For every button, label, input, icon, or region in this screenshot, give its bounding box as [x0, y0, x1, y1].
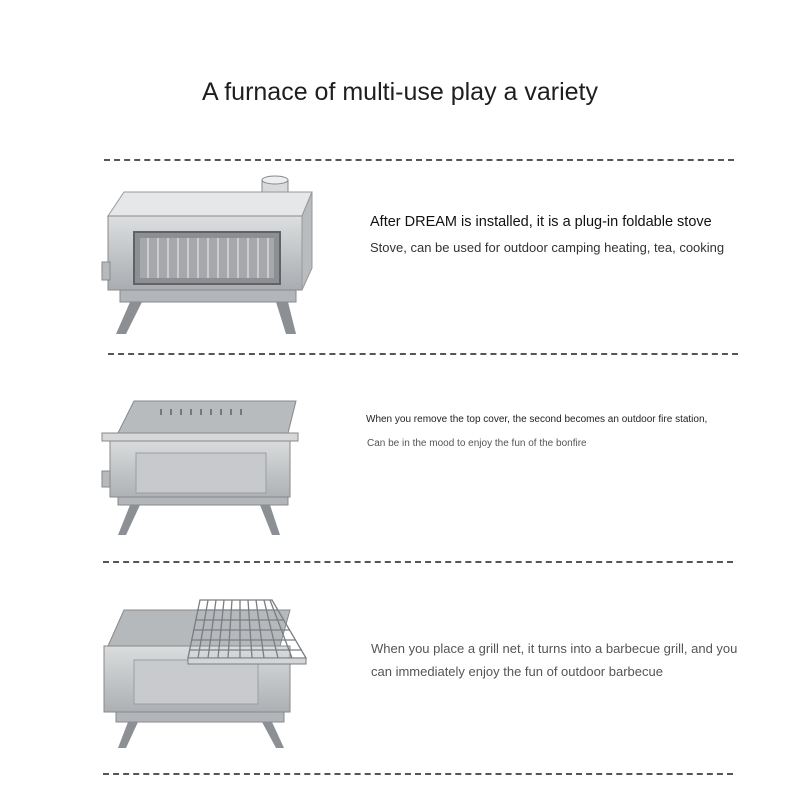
closed-stove-image: [100, 172, 315, 338]
section-divider: [103, 773, 733, 775]
page-title: A furnace of multi-use play a variety: [201, 78, 599, 106]
section-1-description: Stove, can be used for outdoor camping heating, tea, cooking: [370, 240, 725, 255]
barbecue-grill-image: [100, 596, 310, 750]
section-2-headline: When you remove the top cover, the second becomes an outdoor fire station,: [366, 414, 708, 425]
section-1-headline: After DREAM is installed, it is a plug-in foldable stove: [370, 214, 712, 230]
section-divider: [103, 561, 733, 563]
section-2-description: Can be in the mood to enjoy the fun of the bonfire: [367, 438, 587, 449]
section-3-description: When you place a grill net, it turns into a barbecue grill, and you can immediately enjoy the fun of outdoor barbecue: [371, 641, 738, 679]
fire-pit-image: [100, 395, 305, 540]
section-divider: [108, 353, 738, 355]
section-divider: [104, 159, 734, 161]
